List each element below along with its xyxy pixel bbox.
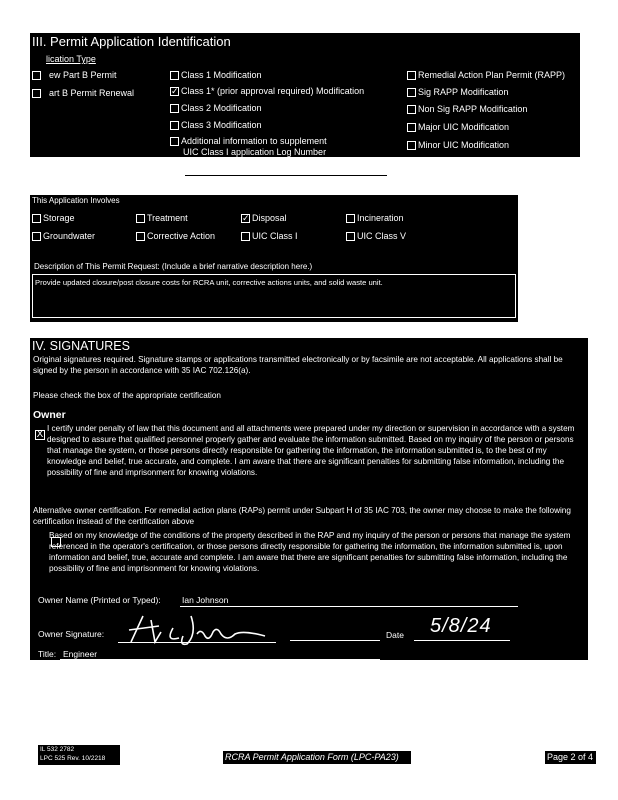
alternative-certification-text: Based on my knowledge of the conditions of the property described in the RAP and my inquiry of the person or persons that manage the system referenced in the operator's certification, or those persons directly responsible for gathering the information, the information submitted is, upon information and belief, true, accurate and complete. I am aware that there are significant penalties for submitting false information, including the possibility of fine and imprisonment for knowing violations. [49, 531, 571, 573]
involves-disposal[interactable] [241, 213, 287, 224]
checkbox[interactable] [407, 71, 416, 80]
option-label: Non Sig RAPP Modification [418, 104, 528, 114]
option-label: Treatment [147, 213, 188, 223]
option-label: Disposal [252, 213, 287, 223]
option-new-part-b[interactable] [32, 70, 117, 81]
owner-signature-image [125, 612, 275, 648]
owner-name-value[interactable]: Ian Johnson [182, 595, 229, 605]
checkbox[interactable] [407, 141, 416, 150]
description-box[interactable] [32, 274, 516, 318]
footer-code-1: IL 532 2782 [40, 746, 75, 753]
checkbox[interactable] [136, 232, 145, 241]
option-label: UIC Class I [252, 231, 298, 241]
footer-code-2: LPC 525 Rev. 10/2218 [40, 755, 106, 762]
checkbox[interactable] [241, 232, 250, 241]
option-label: Remedial Action Plan Permit (RAPP) [418, 70, 566, 80]
option-label: Sig RAPP Modification [418, 87, 509, 97]
checkbox[interactable] [407, 88, 416, 97]
option-rapp[interactable] [407, 70, 565, 81]
option-minor-uic[interactable] [407, 140, 509, 151]
title-line [60, 659, 380, 660]
option-label: ew Part B Permit [49, 70, 117, 80]
checkbox[interactable] [170, 121, 179, 130]
checkbox[interactable] [170, 137, 179, 146]
option-label: Additional information to supplement [181, 136, 327, 146]
option-label: Minor UIC Modification [418, 140, 510, 150]
title-value[interactable]: Engineer [63, 649, 98, 659]
check-instruction: Please check the box of the appropriate certification [33, 391, 221, 400]
option-additional-info[interactable] [170, 136, 327, 147]
option-sig-rapp[interactable] [407, 87, 508, 98]
checkbox[interactable] [407, 105, 416, 114]
description-label: Description of This Permit Request: (Include a brief narrative description here.) [34, 262, 313, 271]
involves-treatment[interactable] [136, 213, 188, 224]
owner-heading: Owner [33, 409, 66, 421]
date-line [414, 640, 510, 641]
checkbox[interactable] [32, 214, 41, 223]
owner-name-label: Owner Name (Printed or Typed): [38, 595, 161, 605]
log-number-line[interactable] [185, 175, 387, 176]
option-label: UIC Class V [357, 231, 407, 241]
involves-uic-class-1[interactable] [241, 231, 298, 242]
footer-page: Page 2 of 4 [547, 752, 594, 762]
involves-groundwater[interactable] [32, 231, 95, 242]
option-label: Class 3 Modification [181, 120, 262, 130]
option-label: Major UIC Modification [418, 122, 510, 132]
checkbox[interactable] [346, 232, 355, 241]
option-class1-star[interactable] [170, 86, 364, 97]
description-value: Provide updated closure/post closure costs for RCRA unit, corrective actions units, and solid waste unit. [35, 278, 383, 287]
option-label: Groundwater [43, 231, 96, 241]
option-class2[interactable] [170, 103, 262, 114]
option-label: art B Permit Renewal [49, 88, 135, 98]
option-label: Class 2 Modification [181, 103, 262, 113]
option-class1[interactable] [170, 70, 262, 81]
checkbox[interactable] [170, 71, 179, 80]
signature-gap-line [290, 640, 380, 641]
owner-name-line [180, 606, 518, 607]
option-label: Class 1* (prior approval required) Modification [181, 86, 365, 96]
option-major-uic[interactable] [407, 122, 509, 133]
involves-incineration[interactable] [346, 213, 404, 224]
involves-title: This Application Involves [32, 196, 120, 205]
involves-uic-class-5[interactable] [346, 231, 406, 242]
option-non-sig-rapp[interactable] [407, 104, 527, 115]
uic-log-number-label: UIC Class I application Log Number [183, 147, 327, 157]
option-label: Corrective Action [147, 231, 216, 241]
checkbox[interactable] [170, 104, 179, 113]
option-part-b-renewal[interactable] [32, 88, 134, 99]
involves-corrective-action[interactable] [136, 231, 215, 242]
signatures-intro: Original signatures required. Signature stamps or applications transmitted electronically or by facsimile are not acceptable. All applications shall be signed by the person in accordance with 35 IAC 702.126(a). [33, 355, 563, 375]
option-label: Storage [43, 213, 75, 223]
date-label: Date [386, 630, 404, 640]
footer-form-name: RCRA Permit Application Form (LPC-PA23) [225, 752, 399, 762]
owner-cert-checkbox[interactable]: X [36, 428, 44, 440]
owner-certification-text: I certify under penalty of law that this document and all attachments were prepared under my direction or supervision in accordance with a system designed to assure that qualified personnel properly gather and evaluate the information submitted. Based on my inquiry of the person or persons that manage the system, or those persons directly responsible for gathering the information, the information submitted is, to the best of my knowledge and belief, true accurate, and complete. I am aware that there are significant penalties for submitting false information, including the possibility of fine and imprisonment for knowing violations. [47, 424, 575, 477]
checkbox[interactable] [32, 232, 41, 241]
checkbox-checked[interactable]: ✓ [242, 213, 250, 224]
checkbox[interactable] [32, 71, 41, 80]
title-label: Title: [38, 649, 57, 659]
date-value[interactable]: 5/8/24 [430, 615, 492, 637]
option-label: Class 1 Modification [181, 70, 262, 80]
option-class3[interactable] [170, 120, 262, 131]
checkbox[interactable] [346, 214, 355, 223]
checkbox-checked[interactable]: ✓ [171, 86, 179, 97]
checkbox[interactable] [407, 123, 416, 132]
section4-title: IV. SIGNATURES [32, 339, 130, 353]
option-label: Incineration [357, 213, 404, 223]
alternative-intro: Alternative owner certification. For remedial action plans (RAPs) permit under Subpart H of 35 IAC 703, the owner may choose to make the following certification instead of the certification above [33, 506, 571, 526]
checkbox[interactable] [32, 89, 41, 98]
section3-title: III. Permit Application Identification [32, 34, 231, 49]
application-type-label: lication Type [46, 54, 96, 64]
owner-signature-label: Owner Signature: [38, 629, 105, 639]
involves-storage[interactable] [32, 213, 75, 224]
checkbox[interactable] [136, 214, 145, 223]
section4-panel [30, 338, 588, 660]
